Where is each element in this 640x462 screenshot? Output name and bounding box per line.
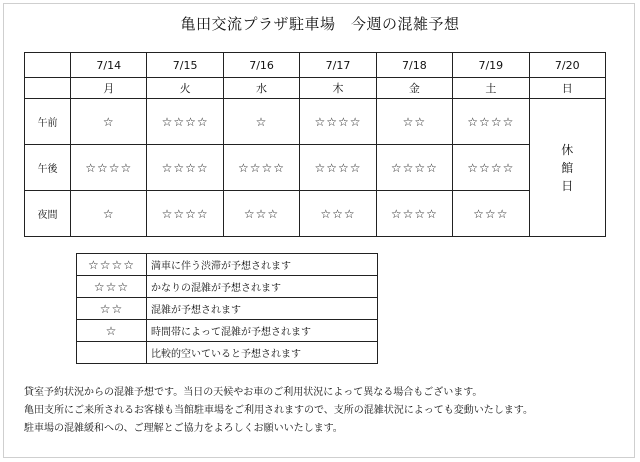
star-rating: ☆ (223, 99, 299, 145)
date-cell: 7/17 (300, 53, 376, 78)
slot-label: 午前 (25, 99, 71, 145)
weekday-cell: 火 (147, 78, 223, 99)
date-cell: 7/18 (376, 53, 452, 78)
star-rating: ☆☆☆☆ (147, 99, 223, 145)
legend-row (77, 254, 378, 276)
date-cell: 7/15 (147, 53, 223, 78)
slot-label: 午後 (25, 145, 71, 191)
star-rating: ☆☆☆☆ (376, 145, 452, 191)
legend-text: 比較的空いていると予想されます (147, 342, 378, 364)
star-rating: ☆☆☆☆ (300, 145, 376, 191)
date-row (25, 53, 606, 78)
weekday-cell: 日 (529, 78, 605, 99)
legend-row (77, 298, 378, 320)
weekday-cell: 木 (300, 78, 376, 99)
corner-cell (25, 78, 71, 99)
legend-stars: ☆☆☆☆ (77, 254, 147, 276)
note-line: 亀田支所にご来所されるお客様も当館駐車場をご利用されますので、支所の混雑状況によっても変動いたします。 (24, 405, 533, 416)
note-line: 貸室予約状況からの混雑予想です。当日の天候やお車のご利用状況によって異なる場合もございます。 (24, 387, 483, 398)
slot-row-afternoon (25, 145, 606, 191)
legend-text: 混雑が予想されます (147, 298, 378, 320)
closed-char: 館 (561, 160, 574, 175)
closed-char: 日 (561, 178, 574, 193)
closed-char: 休 (561, 142, 574, 157)
closed-day-cell (529, 99, 605, 237)
date-cell: 7/16 (223, 53, 299, 78)
legend-stars: ☆ (77, 320, 147, 342)
weekday-cell: 金 (376, 78, 452, 99)
legend-row (77, 320, 378, 342)
notes (24, 384, 533, 438)
corner-cell (25, 53, 71, 78)
legend-table (76, 253, 378, 364)
star-rating: ☆ (71, 191, 147, 237)
legend-text: 時間帯によって混雑が予想されます (147, 320, 378, 342)
star-rating: ☆☆☆☆ (376, 191, 452, 237)
legend-stars: ☆☆ (77, 298, 147, 320)
slot-row-night (25, 191, 606, 237)
page-title: 亀田交流プラザ駐車場 今週の混雑予想 (180, 15, 460, 33)
star-rating: ☆☆☆☆ (453, 99, 529, 145)
congestion-table (24, 52, 606, 237)
star-rating: ☆ (71, 99, 147, 145)
legend-row (77, 276, 378, 298)
star-rating: ☆☆☆☆ (223, 145, 299, 191)
weekday-cell: 水 (223, 78, 299, 99)
legend-row (77, 342, 378, 364)
weekday-row (25, 78, 606, 99)
weekday-cell: 土 (453, 78, 529, 99)
legend-text: 満車に伴う渋滞が予想されます (147, 254, 378, 276)
star-rating: ☆☆☆☆ (71, 145, 147, 191)
star-rating: ☆☆☆☆ (453, 145, 529, 191)
date-cell: 7/20 (529, 53, 605, 78)
star-rating: ☆☆☆☆ (300, 99, 376, 145)
slot-label: 夜間 (25, 191, 71, 237)
slot-row-morning (25, 99, 606, 145)
legend-stars (77, 342, 147, 364)
date-cell: 7/14 (71, 53, 147, 78)
star-rating: ☆☆ (376, 99, 452, 145)
star-rating: ☆☆☆ (453, 191, 529, 237)
star-rating: ☆☆☆☆ (147, 191, 223, 237)
legend-text: かなりの混雑が予想されます (147, 276, 378, 298)
legend-stars: ☆☆☆ (77, 276, 147, 298)
weekday-cell: 月 (71, 78, 147, 99)
note-line: 駐車場の混雑緩和への、ご理解とご協力をよろしくお願いいたします。 (24, 423, 343, 434)
star-rating: ☆☆☆ (223, 191, 299, 237)
date-cell: 7/19 (453, 53, 529, 78)
star-rating: ☆☆☆ (300, 191, 376, 237)
star-rating: ☆☆☆☆ (147, 145, 223, 191)
